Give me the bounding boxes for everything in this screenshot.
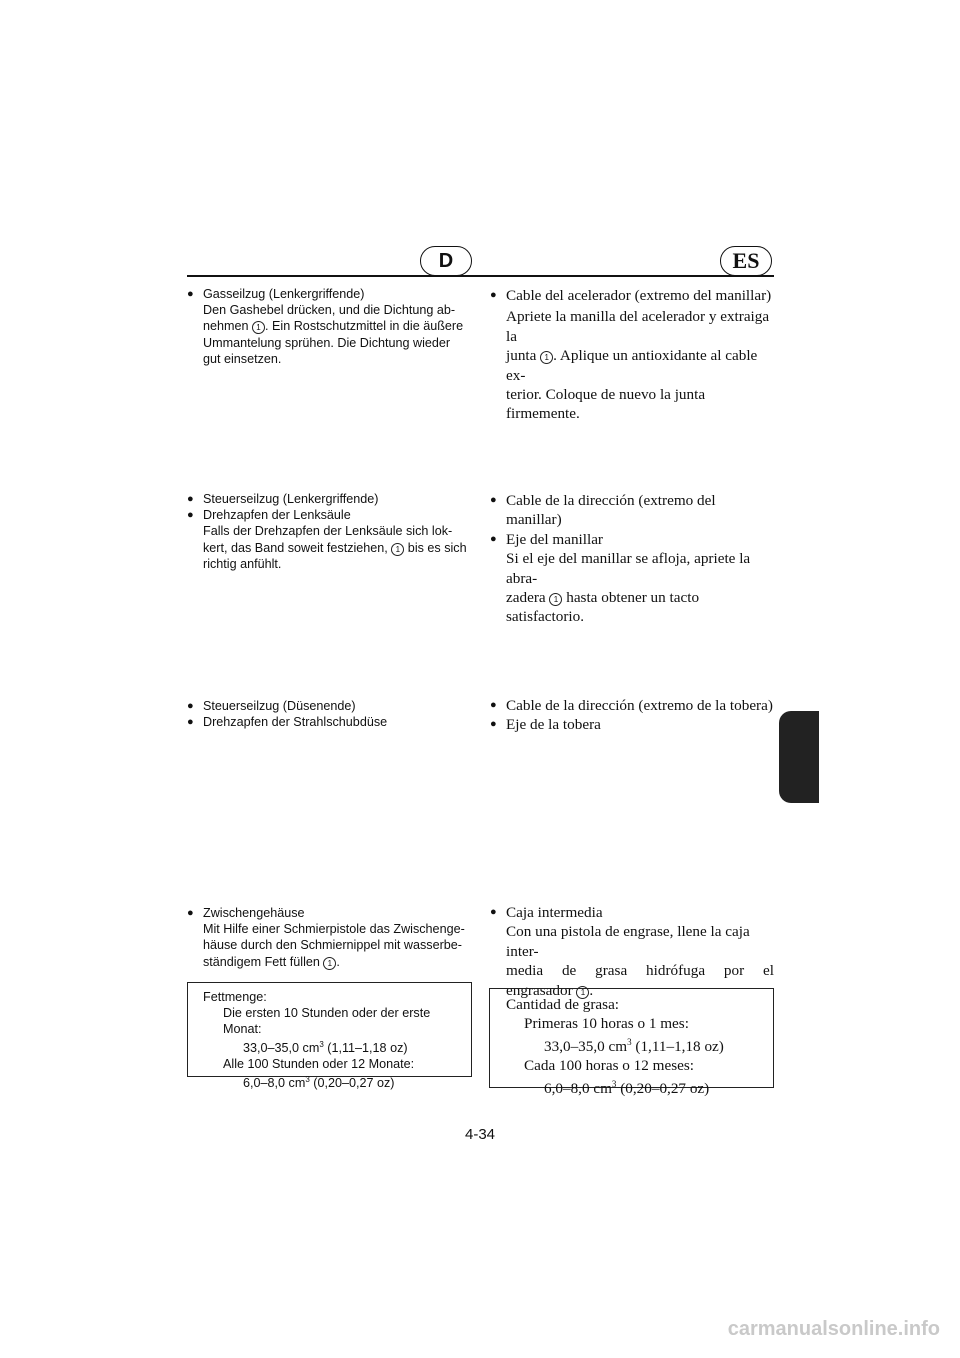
callout-1-icon: 1 xyxy=(391,543,404,556)
es-section-nozzle: ● Cable de la dirección (extremo de la tobera) ● Eje de la tobera xyxy=(490,697,773,734)
language-badge-d: D xyxy=(420,246,472,276)
callout-1-icon: 1 xyxy=(323,957,336,970)
callout-1-icon: 1 xyxy=(540,351,553,364)
bullet-icon: ● xyxy=(490,906,497,918)
bullet-icon: ● xyxy=(490,532,497,545)
bullet-icon: ● xyxy=(187,493,194,505)
de-section-nozzle: ● Steuerseilzug (Düsenende) ● Drehzapfen der Strahlschubdüse xyxy=(187,699,388,730)
de-section-throttle: ● Gasseilzug (Lenkergriffende) Den Gashebel drücken, und die Dichtung ab- nehmen 1 . Ein Rostschutzmittel in die äußere Ummantelung sprühen. Die Dichtung wieder gut einsetzen. xyxy=(187,287,464,366)
callout-1-icon: 1 xyxy=(576,986,589,999)
bullet-icon: ● xyxy=(187,509,194,522)
bullet-icon: ● xyxy=(187,907,194,919)
de-grease-quantity-box: Fettmenge: Die ersten 10 Stunden oder der erste Monat: 33,0–35,0 $cm^3$ (1,11–1,18 oz) Alle 100 Stunden oder 12 Monate: 6,0–8,0 $cm^3$ (0,20–0,27 oz) xyxy=(187,982,472,1077)
bullet-icon: ● xyxy=(187,288,194,300)
page-number: 4-34 xyxy=(464,1126,496,1143)
es-section-housing: ● Caja intermedia Con una pistola de engrase, llene la caja inter- media de grasa hidrófuga por el engrasador 1 . xyxy=(490,904,774,999)
de-section-steering: ● Steuerseilzug (Lenkergriffende) ● Drehzapfen der Lenksäule Falls der Drehzapfen der Lenksäule sich lok- kert, das Band soweit festziehen, 1 bis es sich richtig anfühlt. xyxy=(187,492,467,571)
watermark: carmanualsonline.info xyxy=(727,1318,940,1340)
language-badge-es: ES xyxy=(720,246,772,276)
bullet-icon: ● xyxy=(187,716,194,729)
es-grease-quantity-box: Cantidad de grasa: Primeras 10 horas o 1 mes: 33,0–35,0 $cm^3$ (1,11–1,18 oz) Cada 100 horas o 12 meses: 6,0–8,0 $cm^3$ (0,20–0,27 oz) xyxy=(489,988,774,1088)
chapter-tab xyxy=(779,711,819,803)
bullet-icon: ● xyxy=(490,699,497,711)
es-section-throttle: ● Cable del acelerador (extremo del manillar) Apriete la manilla del acelerador y extraiga la junta 1 . Aplique un antioxidante al cable ex- terior. Coloque de nuevo la junta firmemente. xyxy=(490,287,772,423)
header-rule xyxy=(187,275,774,277)
callout-1-icon: 1 xyxy=(252,321,265,334)
bullet-icon: ● xyxy=(187,700,194,712)
es-section-steering: ● Cable de la dirección (extremo del manillar) ● Eje del manillar Si el eje del manillar se afloja, apriete la abra- zadera 1 hasta obtener un tacto satisfactorio. xyxy=(490,492,751,626)
bullet-icon: ● xyxy=(490,718,497,731)
bullet-icon: ● xyxy=(490,494,497,506)
bullet-icon: ● xyxy=(490,289,497,301)
callout-1-icon: 1 xyxy=(549,593,562,606)
de-section-housing: ● Zwischengehäuse Mit Hilfe einer Schmierpistole das Zwischenge- häuse durch den Schmiernippel mit wasserbe- ständigem Fett füllen 1 . xyxy=(187,906,465,969)
